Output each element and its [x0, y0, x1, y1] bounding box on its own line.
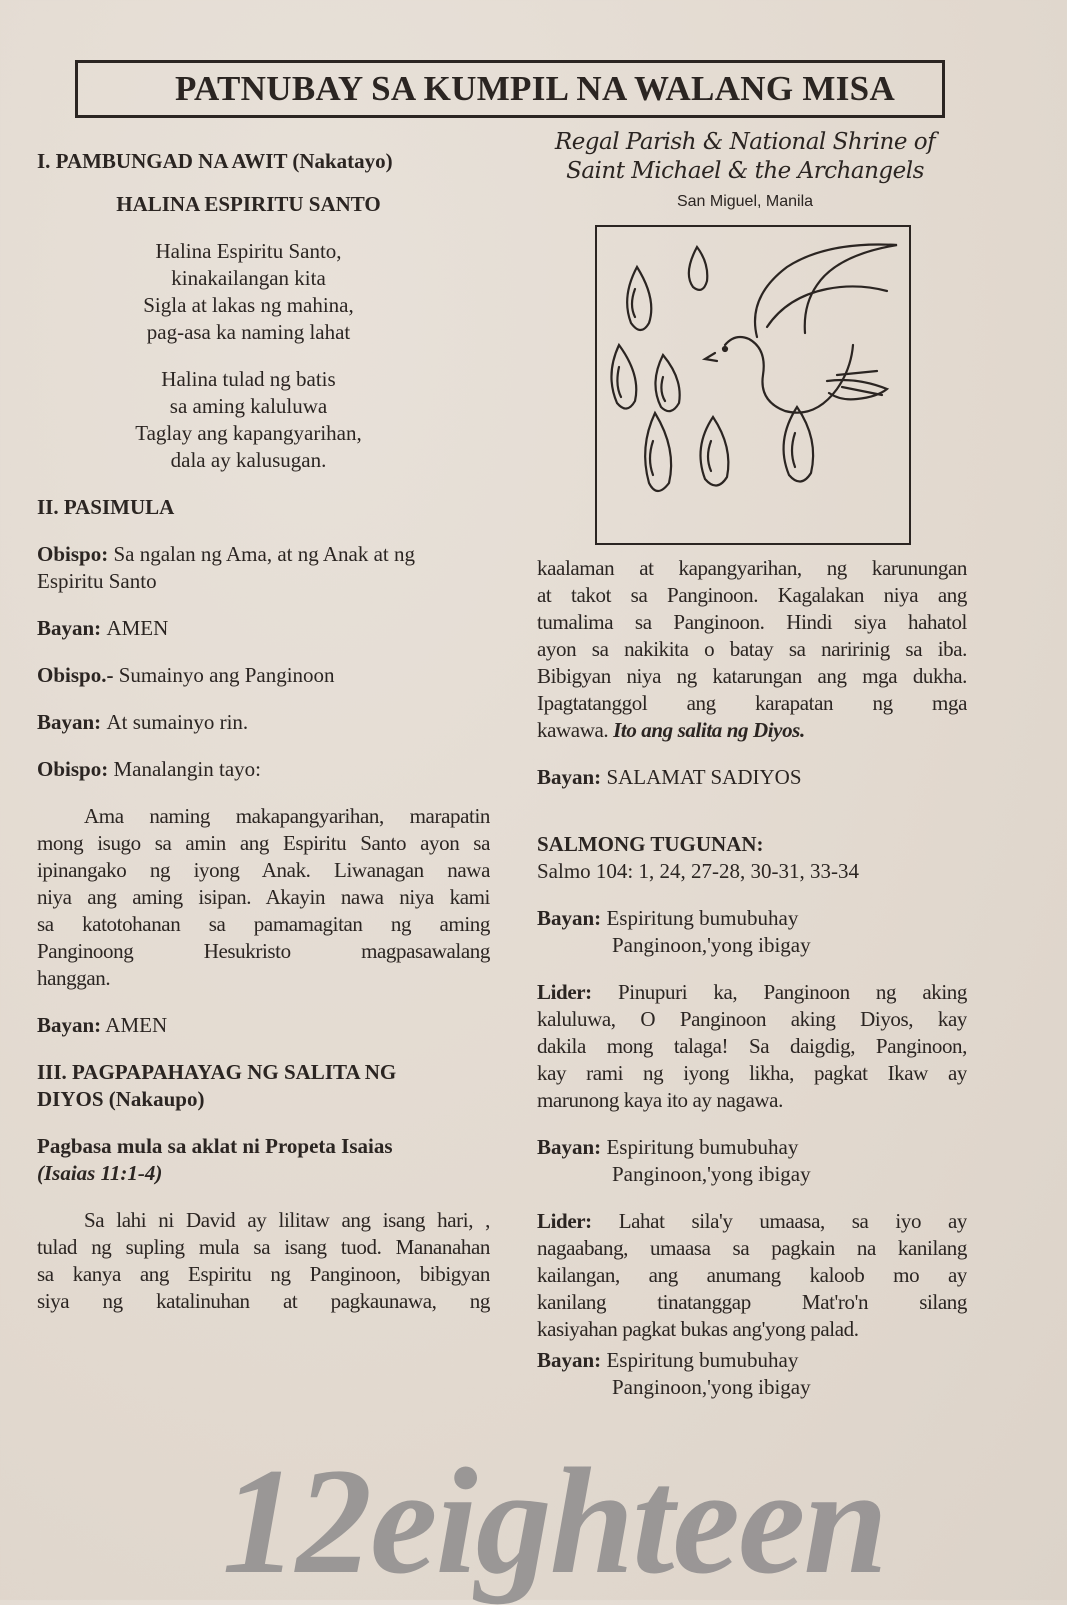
- text-line: ipinangako ng iyong Anak. Liwanagan nawa: [37, 858, 490, 882]
- text-line: niya ang aming isipan. Akayin nawa niya kami: [37, 885, 490, 909]
- speaker-label: Bayan:: [537, 1135, 602, 1159]
- text-line: Halina Espiritu Santo,: [155, 239, 342, 263]
- psalm-refrain: [537, 905, 967, 959]
- parish-line-1: Regal Parish & National Shrine of: [554, 129, 936, 155]
- section-3-heading: [37, 1059, 490, 1113]
- text-line: ayon sa nakikita o batay sa naririnig sa iba.: [537, 637, 967, 661]
- text-line: Bayan: At sumainyo rin.: [37, 710, 249, 734]
- response-text: SALAMAT SADIYOS: [606, 765, 802, 789]
- parish-line-2: Saint Michael & the Archangels: [566, 158, 924, 184]
- text-line: mong isugo sa amin ang Espiritu Santo ayon sa: [37, 831, 490, 855]
- text-line: tumalima sa Panginoon. Hindi siya hahatol: [537, 610, 967, 634]
- speaker-label: Bayan:: [37, 1013, 102, 1037]
- refrain-line-2: Panginoon,'yong ibigay: [612, 1162, 811, 1186]
- speaker-label: Lider:: [537, 1209, 619, 1233]
- text-line: kaluluwa, O Panginoon aking Diyos, kay: [537, 1007, 967, 1031]
- right-column: [537, 555, 967, 1401]
- text-line: Ipagtatanggol ang karapatan ng mga: [537, 691, 967, 715]
- exchange: [37, 756, 490, 783]
- reading-end-text: kawawa.: [537, 718, 609, 742]
- reading-reference: (Isaias 11:1-4): [37, 1161, 163, 1185]
- song-stanza-2: [37, 366, 490, 474]
- title-box: [75, 60, 945, 118]
- speaker-label: Bayan:: [37, 710, 107, 734]
- exchange: [37, 615, 490, 642]
- text-line: III. PAGPAPAHAYAG NG SALITA NG: [37, 1060, 397, 1084]
- speaker-label: Bayan:: [537, 1348, 602, 1372]
- psalm-heading: SALMONG TUGUNAN:: [537, 832, 764, 856]
- text-line: DIYOS (Nakaupo): [37, 1087, 205, 1111]
- psalm-refrain: [537, 1134, 967, 1188]
- text-line: Obispo: Manalangin tayo:: [37, 757, 261, 781]
- text-line: sa katotohanan sa pamamagitan ng aming: [37, 912, 490, 936]
- response-amen: [37, 1012, 490, 1039]
- text-line: Obispo: Sa ngalan ng Ama, at ng Anak at ng: [37, 542, 415, 566]
- text-line: Espiritu Santo: [37, 569, 157, 593]
- text-line: Bayan: AMEN: [37, 616, 169, 640]
- first-reading-text: [37, 1207, 490, 1315]
- left-column: [37, 148, 490, 1315]
- document-title: PATNUBAY SA KUMPIL NA WALANG MISA: [174, 69, 896, 108]
- parish-name: [530, 128, 960, 186]
- text-line: marunong kaya ito ay nagawa.: [537, 1088, 783, 1112]
- text-line: kaalaman at kapangyarihan, ng karunungan: [537, 556, 967, 580]
- text-line: Bibigyan niya ng katarungan ang mga dukha.: [537, 664, 967, 688]
- text-line: tulad ng supling mula sa isang tuod. Mananahan: [37, 1235, 490, 1259]
- opening-prayer: [37, 803, 490, 992]
- speaker-label: Bayan:: [537, 906, 602, 930]
- text-line: Sigla at lakas ng mahina,: [143, 293, 354, 317]
- text-line: kinakailangan kita: [171, 266, 326, 290]
- psalm-refrain: [537, 1347, 967, 1401]
- song-title: HALINA ESPIRITU SANTO: [116, 192, 381, 216]
- text-line: at takot sa Panginoon. Kagalakan niya ang: [537, 583, 967, 607]
- text-line: sa kanya ang Espiritu ng Panginoon, bibigyan: [37, 1262, 490, 1286]
- text-line: Lider: Lahat sila'y umaasa, sa iyo ay: [537, 1209, 967, 1233]
- psalm-reference: Salmo 104: 1, 24, 27-28, 30-31, 33-34: [537, 859, 859, 883]
- text-line: dala ay kalusugan.: [170, 448, 327, 472]
- rite-exchanges: [37, 541, 490, 783]
- text-line: Ama naming makapangyarihan, marapatin: [84, 804, 490, 828]
- text-line: siya ng katalinuhan at pagkaunawa, ng: [37, 1289, 490, 1313]
- text-line: nagaabang, umaasa sa pagkain na kanilang: [537, 1236, 967, 1260]
- refrain-line-2: Panginoon,'yong ibigay: [612, 933, 811, 957]
- section-2-heading: II. PASIMULA: [37, 495, 175, 519]
- speaker-label: Bayan:: [537, 765, 602, 789]
- text-line: Obispo.- Sumainyo ang Panginoon: [37, 663, 335, 687]
- refrain-line-1: Espiritung bumubuhay: [606, 906, 799, 930]
- reading-ending: [537, 717, 967, 744]
- parish-city: San Miguel, Manila: [676, 193, 814, 210]
- speaker-label: Lider:: [537, 980, 618, 1004]
- speaker-label: Obispo:: [37, 542, 114, 566]
- text-line: sa aming kaluluwa: [169, 394, 328, 418]
- text-line: Sa lahi ni David ay lilitaw ang isang hari, ,: [84, 1208, 490, 1232]
- speaker-label: Obispo.-: [37, 663, 119, 687]
- refrain-line-1: Espiritung bumubuhay: [606, 1135, 799, 1159]
- text-line: dakila mong talaga! Sa daigdig, Panginoon,: [537, 1034, 967, 1058]
- dove-flames-illustration: [595, 225, 911, 545]
- text-line: pag-asa ka naming lahat: [146, 320, 351, 344]
- song-stanza-1: [37, 238, 490, 346]
- exchange: [37, 709, 490, 736]
- flame-icons: [611, 247, 813, 491]
- text-line: Panginoong Hesukristo magpasawalang: [37, 939, 490, 963]
- psalm-verse-2: [537, 1208, 967, 1343]
- text-line: Halina tulad ng batis: [161, 367, 336, 391]
- psalm-heading-block: [537, 831, 967, 885]
- reading-continued-lines: [537, 555, 967, 717]
- refrain-line-1: Espiritung bumubuhay: [606, 1348, 799, 1372]
- response-text: AMEN: [105, 1013, 168, 1037]
- text-line: kay rami ng iyong likha, pagkat Ikaw ay: [537, 1061, 967, 1085]
- text-line: kanilang tinatanggap Mat'ro'n silang: [537, 1290, 967, 1314]
- speaker-label: Bayan:: [37, 616, 107, 640]
- response-salamat: [537, 764, 967, 791]
- text-line: hanggan.: [37, 966, 111, 990]
- reading-title: Pagbasa mula sa aklat ni Propeta Isaias: [37, 1134, 393, 1158]
- first-reading-continued: [537, 555, 967, 744]
- refrain-line-2: Panginoon,'yong ibigay: [612, 1375, 811, 1399]
- exchange: [37, 662, 490, 689]
- word-of-god-acclamation: Ito ang salita ng Diyos.: [613, 718, 805, 742]
- speaker-label: Obispo:: [37, 757, 114, 781]
- text-line: kasiyahan pagkat bukas ang'yong palad.: [537, 1317, 859, 1341]
- watermark: 12eighteen: [222, 1437, 886, 1605]
- section-1-heading: I. PAMBUNGAD NA AWIT (Nakatayo): [37, 149, 393, 173]
- text-line: kailangan, ang anumang kaloob mo ay: [537, 1263, 967, 1287]
- psalm-verse-1: [537, 979, 967, 1114]
- reading-title-block: [37, 1133, 490, 1187]
- dove-icon: [705, 244, 897, 412]
- exchange: [37, 541, 490, 595]
- text-line: Lider: Pinupuri ka, Panginoon ng aking: [537, 980, 967, 1004]
- text-line: Taglay ang kapangyarihan,: [135, 421, 362, 445]
